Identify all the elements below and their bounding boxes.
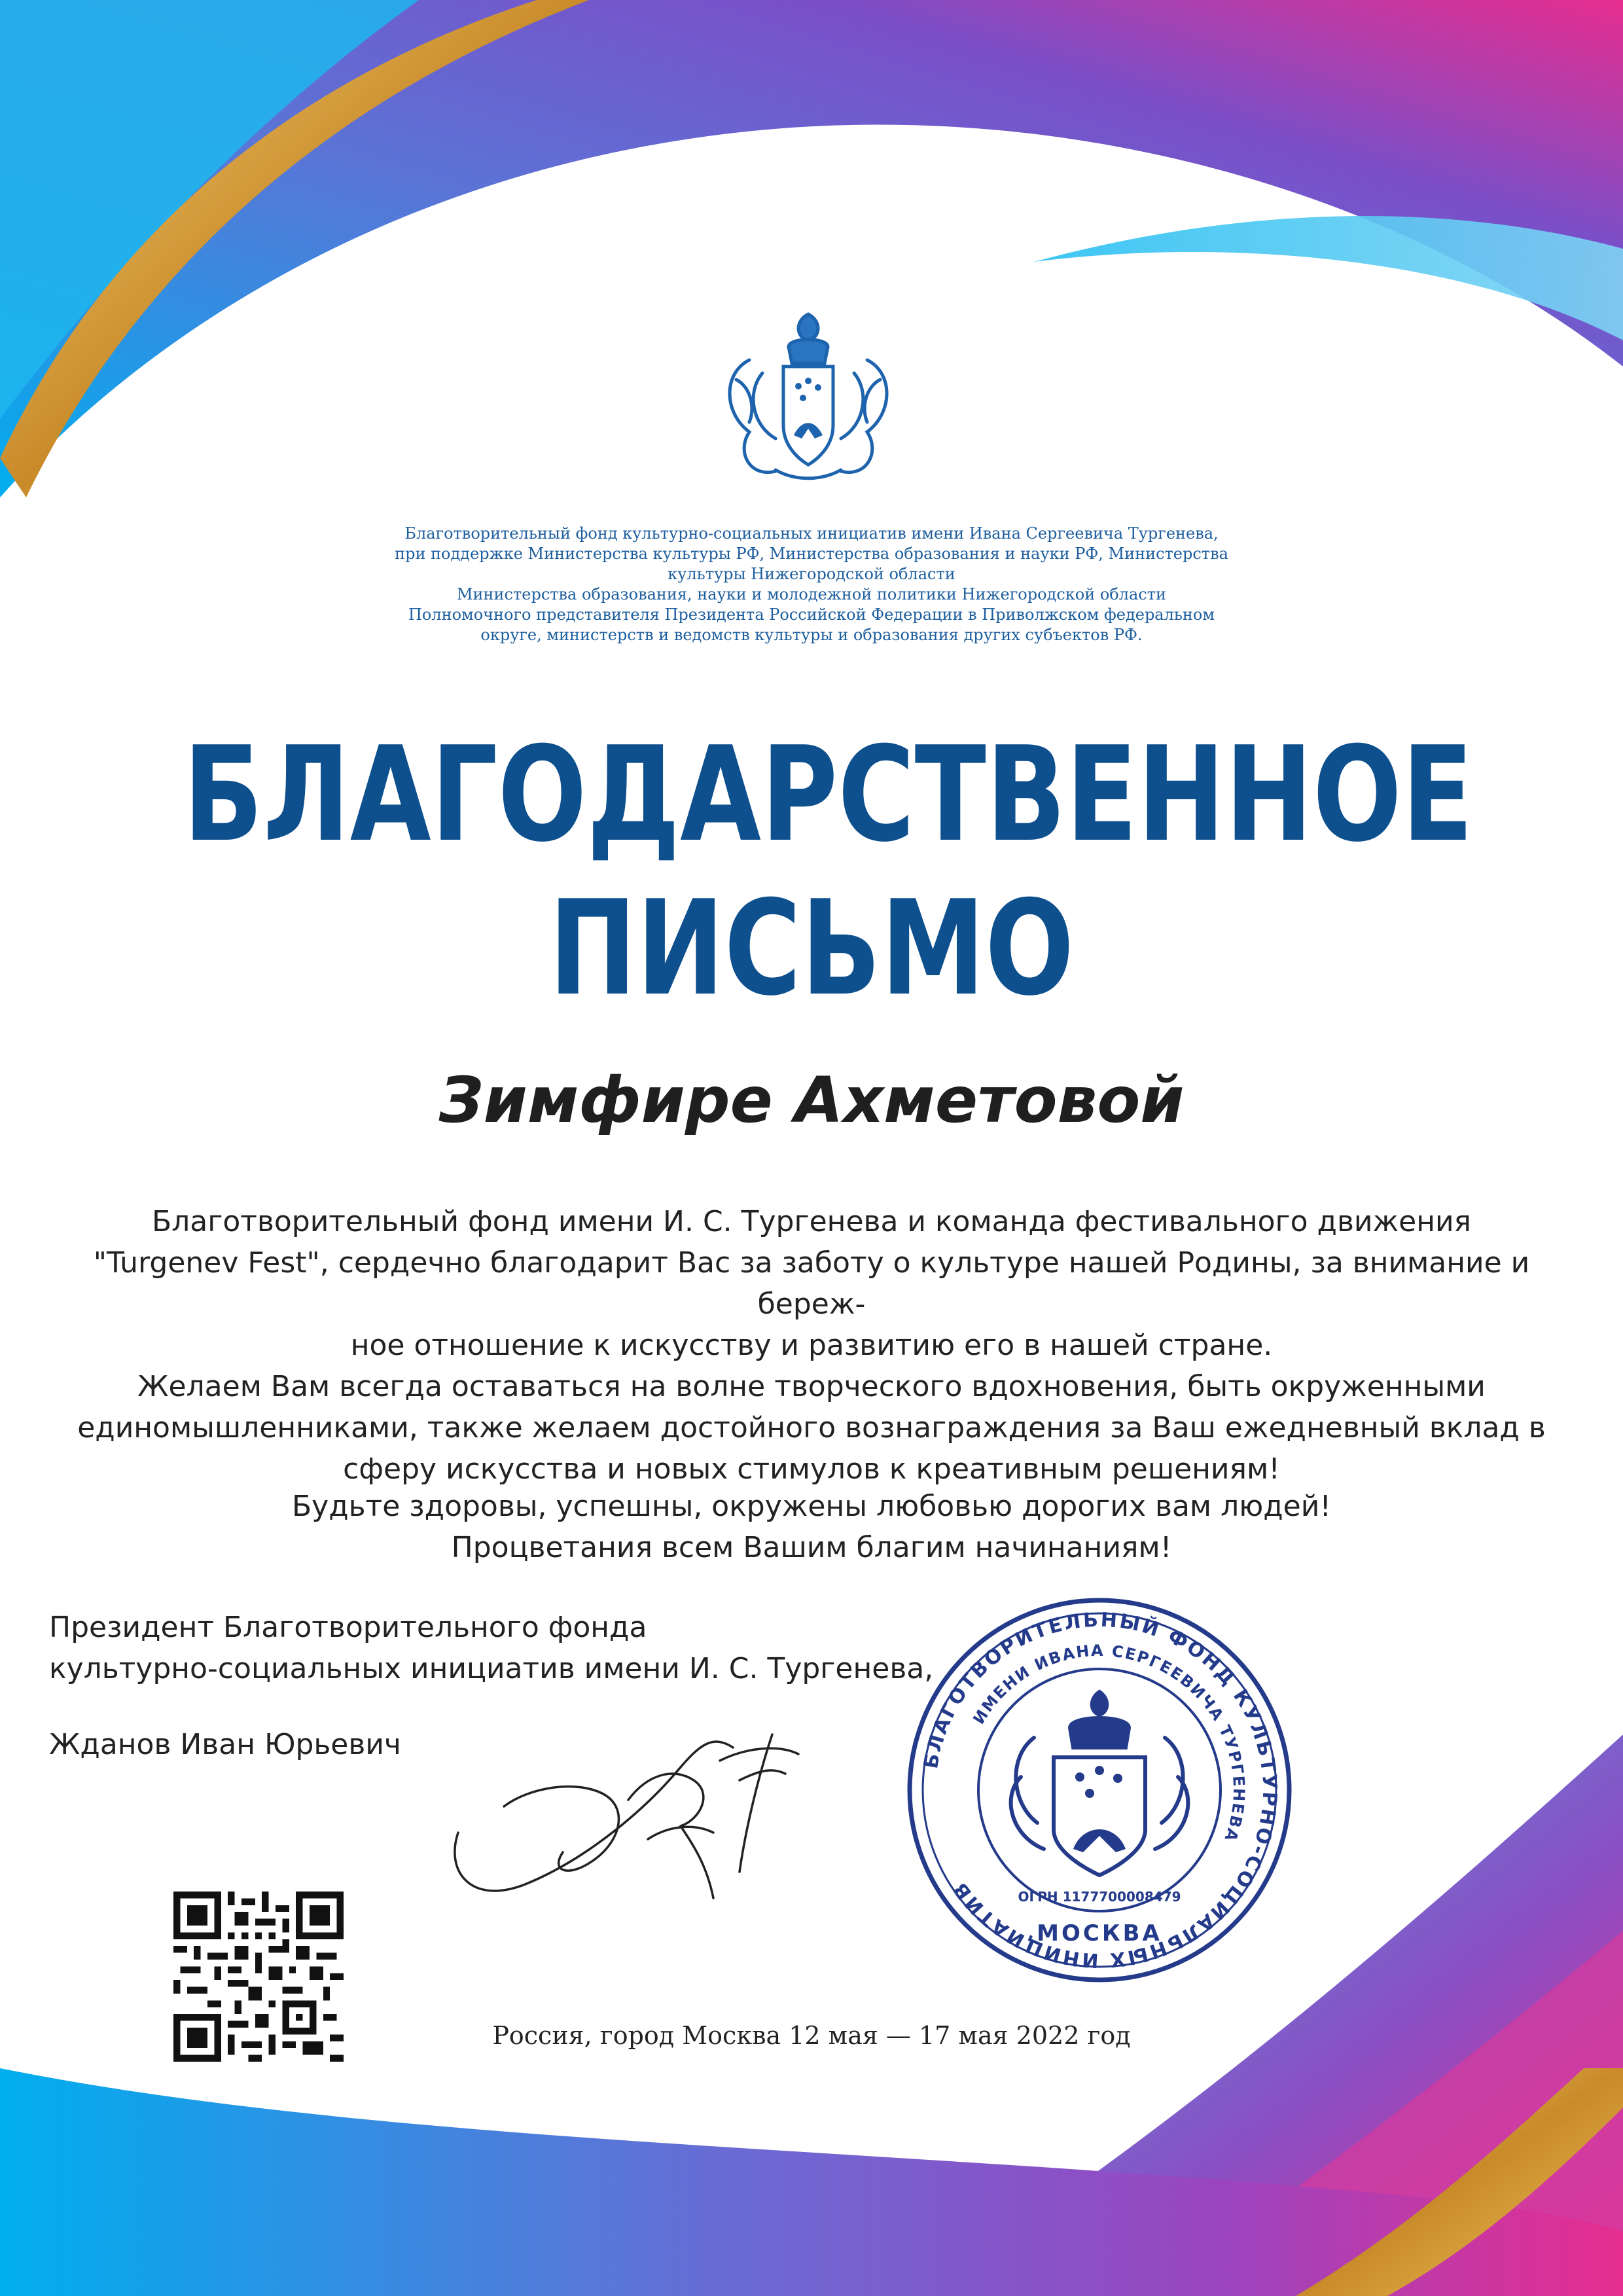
body-line: Желаем Вам всегда оставаться на волне творческого вдохновения, быть окруженными: [137, 1370, 1486, 1403]
signatory-position-line: культурно-социальных инициатив имени И. С. Тургенева,: [49, 1652, 934, 1685]
body-line: ное отношение к искусству и развитию его в нашей стране.: [350, 1329, 1273, 1362]
org-line: при поддержке Министерства культуры РФ, Министерства образования и науки РФ, Министерства: [395, 545, 1228, 563]
org-line: Министерства образования, науки и молодежной политики Нижегородской области: [456, 585, 1167, 603]
seal-city: МОСКВА: [1037, 1920, 1162, 1946]
org-line: культуры Нижегородской области: [668, 565, 955, 583]
recipient-name: Зимфире Ахметовой: [438, 1064, 1185, 1137]
body-paragraph-1: [46, 1201, 1577, 1490]
seal-outer-text: БЛАГОТВОРИТЕЛЬНЫЙ ФОНД КУЛЬТУРНО-СОЦИАЛЬНЫХ ИНИЦИАТИВ: [919, 1608, 1281, 1972]
official-seal: [903, 1594, 1296, 1986]
body-line: Благотворительный фонд имени И. С. Тургенева и команда фестивального движения: [151, 1205, 1472, 1238]
signatory-name: Жданов Иван Юрьевич: [49, 1728, 401, 1761]
body-line: "Turgenev Fest", сердечно благодарит Вас за заботу о культуре нашей Родины, за внимание и береж-: [93, 1246, 1530, 1321]
org-line: Полномочного представителя Президента Российской Федерации в Приволжском федеральном: [408, 605, 1215, 624]
body-line: единомышленниками, также желаем достойного вознаграждения за Ваш ежедневный вклад в: [77, 1411, 1546, 1444]
signatory-position-line: Президент Благотворительного фонда: [49, 1611, 647, 1644]
document-title-line1: БЛАГОДАРСТВЕННОЕ: [183, 719, 1474, 871]
handwritten-signature: [432, 1708, 851, 1918]
signatory-position: [49, 1607, 965, 1689]
org-line: округе, министерств и ведомств культуры и образования других субъектов РФ.: [480, 626, 1143, 644]
seal-inner-text: ИМЕНИ ИВАНА СЕРГЕЕВИЧА ТУРГЕНЕВА: [969, 1641, 1249, 1845]
body-paragraph-2: [46, 1486, 1577, 1568]
coat-of-arms-icon: [710, 301, 906, 491]
body-line: Будьте здоровы, успешны, окружены любовью дорогих вам людей!: [292, 1490, 1331, 1523]
document-title-line2: ПИСЬМО: [548, 872, 1075, 1025]
organizations-header: [366, 524, 1257, 645]
body-line: сферу искусства и новых стимулов к креативным решениям!: [343, 1452, 1280, 1486]
place-and-date: Россия, город Москва 12 мая — 17 мая 2022 год: [492, 2021, 1131, 2050]
qr-code[interactable]: [173, 1892, 344, 2062]
seal-ogrn: ОГРН 1177700008479: [1018, 1889, 1181, 1905]
org-line: Благотворительный фонд культурно-социальных инициатив имени Ивана Сергеевича Тургенева,: [404, 524, 1219, 543]
body-line: Процветания всем Вашим благим начинаниям!: [451, 1531, 1172, 1564]
